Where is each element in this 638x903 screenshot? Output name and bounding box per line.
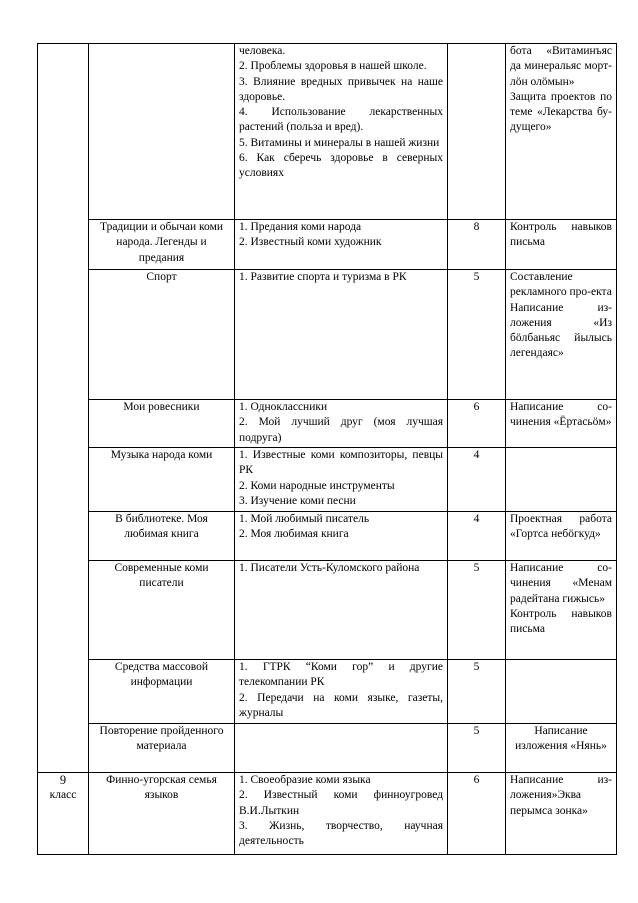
content-line: 1. Писатели Усть-Куломского района	[239, 562, 420, 574]
content-line: человека.	[239, 45, 286, 57]
content-line: 1. ГТРК “Коми гор” и другие телекомпании РК	[239, 661, 443, 689]
hours-cell: 4	[448, 448, 506, 512]
control-cell: Проектная работа «Гортса небӧгкуд»	[506, 512, 617, 561]
content-line: 2. Передачи на коми языке, газеты, журналы	[239, 691, 443, 719]
hours-cell: 8	[448, 220, 506, 270]
content-line: 2. Проблемы здоровья в нашей школе.	[239, 60, 427, 73]
topic-cell: Современные коми писатели	[89, 561, 235, 660]
content-cell	[235, 270, 448, 400]
table-row	[38, 724, 617, 773]
content-cell	[235, 773, 448, 855]
control-cell: Написание изложения»Эква перымса зонка»	[506, 773, 617, 855]
control-cell: Написание сочинения «Ёртасьӧм»	[506, 400, 617, 448]
class-cell-empty	[38, 44, 89, 773]
content-line: 2. Известный коми художник	[239, 236, 382, 249]
hours-cell	[448, 44, 506, 220]
content-line: 1. Одноклассники	[239, 401, 328, 413]
content-cell	[235, 724, 448, 773]
control-line: бота «Витаминъяс да минеральяс мортлӧн олӧмын»	[510, 45, 612, 88]
content-cell	[235, 512, 448, 561]
topic-cell: Спорт	[89, 270, 235, 400]
content-line: 1. Развитие спорта и туризма в РК	[239, 271, 407, 283]
table-row	[38, 270, 617, 400]
content-cell	[235, 448, 448, 512]
topic-cell	[89, 44, 235, 220]
hours-cell: 5	[448, 270, 506, 400]
content-line: 1. Своеобразие коми языка	[239, 774, 371, 786]
content-cell	[235, 400, 448, 448]
control-cell	[506, 660, 617, 724]
class-cell	[38, 773, 89, 855]
control-cell	[506, 448, 617, 512]
hours-cell: 6	[448, 773, 506, 855]
table-row	[38, 400, 617, 448]
content-line: 2. Мой лучший друг (моя лучшая подруга)	[239, 416, 443, 444]
table-row	[38, 660, 617, 724]
curriculum-table	[37, 43, 617, 855]
table-row	[38, 220, 617, 270]
topic-cell: Средства массовой информации	[89, 660, 235, 724]
control-cell	[506, 561, 617, 660]
class-number: 9	[59, 773, 67, 787]
content-line: 3. Влияние вредных привычек на наше здоровье.	[239, 75, 443, 103]
table-row	[38, 773, 617, 855]
content-line: 2. Известный коми финноугровед В.И.Лыткин	[239, 789, 443, 817]
content-line: 5. Витамины и минералы в нашей жизни	[239, 136, 440, 149]
topic-cell: В библиотеке. Моя любимая книга	[89, 512, 235, 561]
control-line: Составление рекламного про-екта	[510, 271, 612, 299]
class-word: класс	[49, 789, 77, 802]
topic-cell: Мои ровесники	[89, 400, 235, 448]
hours-cell: 5	[448, 561, 506, 660]
content-cell	[235, 660, 448, 724]
hours-cell: 4	[448, 512, 506, 561]
content-cell	[235, 44, 448, 220]
hours-cell: 6	[448, 400, 506, 448]
control-line: Написание изложения «Из бӧлбаньяс йылысь легендаяс»	[510, 301, 612, 360]
control-line: Контроль навыков письма	[510, 607, 612, 636]
control-line: Защита проектов по теме «Лекарства будущего»	[510, 90, 612, 134]
table-row	[38, 44, 617, 220]
content-cell	[235, 561, 448, 660]
content-line: 2. Коми народные инструменты	[239, 479, 395, 492]
table-row	[38, 512, 617, 561]
content-cell	[235, 220, 448, 270]
topic-cell: Повторение пройденного материала	[89, 724, 235, 773]
content-line: 2. Моя любимая книга	[239, 528, 349, 541]
topic-cell: Финно-угорская семья языков	[89, 773, 235, 855]
control-cell: Написание изложения «Нянь»	[506, 724, 617, 773]
content-line: 3. Жизнь, творчество, научная деятельность	[239, 819, 443, 848]
content-line: 1. Известные коми композиторы, певцы РК	[239, 449, 443, 477]
content-line: 3. Изучение коми песни	[239, 494, 356, 507]
control-cell: Контроль навыков письма	[506, 220, 617, 270]
topic-cell: Традиции и обычаи коми народа. Легенды и предания	[89, 220, 235, 270]
control-cell	[506, 270, 617, 400]
topic-cell: Музыка народа коми	[89, 448, 235, 512]
table-row	[38, 561, 617, 660]
content-line: 1. Предания коми народа	[239, 221, 362, 233]
content-line: 6. Как сберечь здоровье в северных условиях	[239, 152, 443, 180]
control-cell	[506, 44, 617, 220]
table-row	[38, 448, 617, 512]
control-line: Написание сочинения «Менам радейтана гижысь»	[510, 562, 612, 605]
content-line: 4. Использование лекарственных растений (польза и вред).	[239, 106, 443, 134]
hours-cell: 5	[448, 724, 506, 773]
hours-cell: 5	[448, 660, 506, 724]
content-line: 1. Мой любимый писатель	[239, 513, 370, 525]
